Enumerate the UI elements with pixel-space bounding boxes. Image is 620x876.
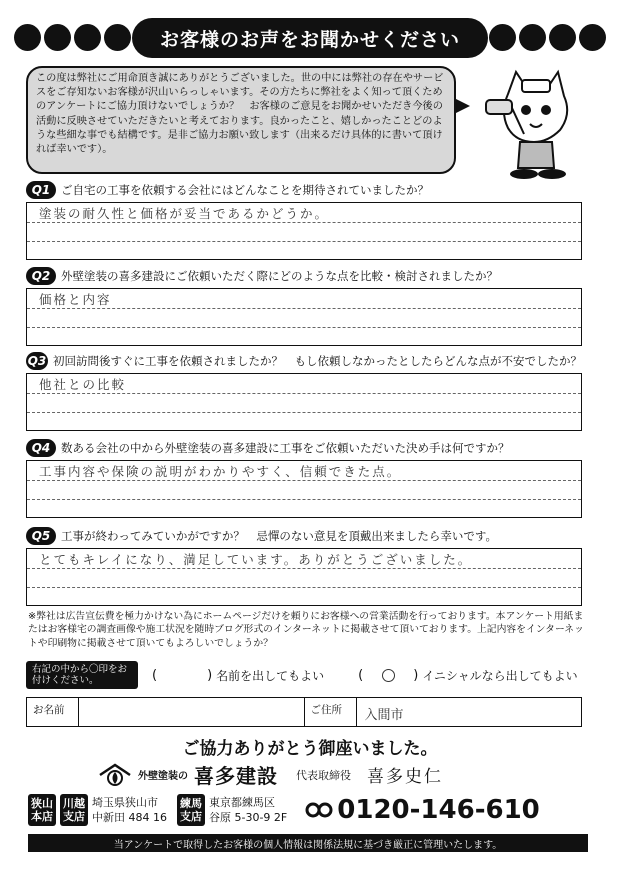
q2-badge: Q2 (26, 267, 56, 285)
header (14, 18, 606, 58)
consent-option-name[interactable]: ( ) 名前を出してもよい (152, 667, 325, 683)
q5-text: 工事が終わってみていかがですか？ 忌憚のない意見を頂戴出来ましたら幸いです。 (61, 529, 497, 543)
consent-option-name-label: 名前を出してもよい (216, 668, 325, 683)
q1-badge: Q1 (26, 181, 56, 199)
address-field[interactable]: 入間市 (364, 708, 404, 723)
representative-title: 代表取締役 (296, 768, 351, 782)
branches (28, 792, 588, 828)
q5-badge: Q5 (26, 527, 56, 545)
branch-tag-nerima: 練馬支店 (177, 794, 205, 826)
privacy-footer: 当アンケートで取得したお客様の個人情報は関係法規に基づき厳正に管理いたします。 (28, 834, 588, 852)
question-4 (26, 439, 582, 518)
consent-row (26, 661, 582, 689)
freedial-icon (305, 800, 333, 820)
q3-answer-box[interactable] (26, 373, 582, 431)
q3-answer: 他社との比較 (39, 377, 127, 392)
phone-number: 0120-146-610 (337, 795, 540, 825)
header-dots-left (14, 24, 131, 51)
q2-text: 外壁塗装の喜多建設にご依頼いただく際にどのような点を比較・検討されましたか？ (61, 269, 498, 283)
question-3 (26, 352, 582, 431)
q4-badge: Q4 (26, 439, 56, 457)
q3-text: 初回訪問後すぐに工事を依頼されましたか？ もし依頼しなかったとしたらどんな点が不安でしたか？ (53, 354, 582, 368)
question-5 (26, 527, 582, 606)
q5-answer-box[interactable] (26, 548, 582, 606)
branch-address-tokyo: 東京都練馬区 谷原 5-30-9 2F (209, 796, 288, 824)
branch-address-saitama: 埼玉県狭山市 中新田 484 16 (92, 796, 167, 824)
question-2 (26, 267, 582, 346)
publication-note: ※弊社は広告宣伝費を極力かけない為にホームページだけを頼りにお客様への営業活動を行っております。本アンケート用紙またはお客様宅の調査画像や施工状況を随時ブログ形式のインターネットに掲載させて頂いております。上記内容をインターネットや印刷物に掲載させて頂いてもよろしいでしょうか？ (28, 611, 584, 649)
circle-mark-icon (382, 669, 395, 682)
q4-text: 数ある会社の中から外壁塗装の喜多建設に工事をご依頼いただいた決め手は何ですか？ (61, 441, 510, 455)
name-address-row (26, 697, 582, 727)
representative-name: 喜多史仁 (367, 767, 443, 787)
intro-text: この度は弊社にご用命頂き誠にありがとうございました。世の中には弊社の存在やサービスをご存知ないお客様が沢山いらっしゃいます。その方たちに弊社をよく知って頂くためのアンケートにご協力頂けないでしょうか？ お客様のご意見をお聞かせいただき今後の活動に反映させていただきたいと考えております。良かったこと、嬉しかったことどのような些細な事でも結構です。是非ご協力お願い致します（出来るだけ具体的に書いて頂ければ幸いです）。 (36, 73, 444, 156)
phone[interactable] (305, 795, 540, 825)
consent-option-initial-label: イニシャルなら出してもよい (422, 668, 578, 683)
name-field[interactable] (79, 698, 305, 726)
question-1 (26, 181, 582, 260)
intro-bubble (26, 66, 456, 174)
consent-label: 右記の中から〇印をお付けください。 (26, 661, 138, 689)
q1-answer: 塗装の耐久性と価格が妥当であるかどうか。 (39, 206, 330, 221)
company-name: 喜多建設 (194, 764, 278, 788)
name-label: お名前 (27, 698, 79, 726)
q3-badge: Q3 (27, 354, 47, 368)
q5-answer: とてもキレイになり、満足しています。ありがとうございました。 (39, 552, 473, 567)
branch-tag-kawagoe: 川越支店 (60, 794, 88, 826)
branch-tag-sayama: 狭山本店 (28, 794, 56, 826)
q1-text: ご自宅の工事を依頼する会社にはどんなことを期待されていましたか？ (61, 183, 429, 197)
q2-answer-box[interactable] (26, 288, 582, 346)
thanks-message: ご協力ありがとう御座いました。 (182, 739, 438, 759)
consent-option-initial[interactable]: ( ) イニシャルなら出してもよい (358, 667, 578, 683)
address-label: ご住所 (305, 698, 357, 726)
q4-answer: 工事内容や保険の説明がわかりやすく、信頼できた点。 (39, 464, 402, 479)
q1-answer-box[interactable] (26, 202, 582, 260)
company-info (98, 760, 443, 789)
q4-answer-box[interactable] (26, 460, 582, 518)
q2-answer: 価格と内容 (39, 292, 112, 307)
header-dots-right (489, 24, 606, 51)
house-logo-icon (98, 763, 132, 787)
page-title: お客様のお声をお聞かせください (132, 18, 488, 58)
cat-mascot-icon (468, 64, 598, 184)
company-prefix: 外壁塗装の (138, 771, 188, 782)
